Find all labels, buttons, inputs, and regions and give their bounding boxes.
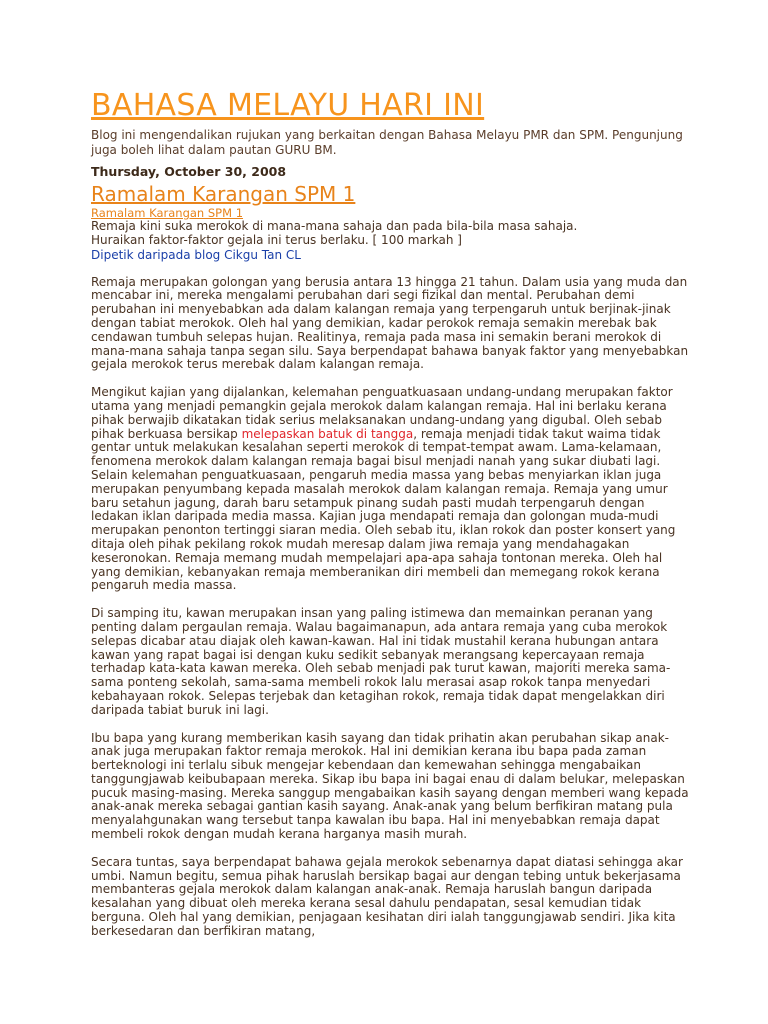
paragraph-gap — [91, 593, 691, 607]
paragraph-gap — [91, 372, 691, 386]
paragraph-gap — [91, 718, 691, 732]
blog-description: Blog ini mengendalikan rujukan yang berkaitan dengan Bahasa Melayu PMR dan SPM. Pengunjung juga boleh lihat dalam pautan GURU BM. — [91, 128, 683, 157]
paragraph-conclusion: Secara tuntas, saya berpendapat bahawa gejala merokok sebenarnya dapat diatasi sehingga akar umbi. Namun begitu, semua pihak haruslah bersikap bagai aur dengan tebing untuk bekerjasama membanteras gejala merokok dalam kalangan anak-anak. Remaja haruslah bangun daripada kesalahan yang dibuat oleh mereka kerana sesal dahulu pendapatan, sesal kemudian tidak berguna. Oleh hal yang demikian, penjagaan kesihatan diri ialah tanggungjawab sendiri. Jika kita berkesedaran dan berfikiran matang, — [91, 854, 683, 938]
paragraph-enforcement-text-b: , remaja menjadi tidak takut waima tidak gentar untuk melakukan kesalahan seperti merokok di tempat-tempat awam. Lama-kelamaan, fenomena merokok dalam kalangan remaja bagai bisul menjadi nanah yang sukar diubati lagi. — [91, 426, 662, 469]
blog-title-link[interactable]: BAHASA MELAYU HARI INI — [91, 88, 485, 123]
paragraph-media: Selain kelemahan penguatkuasaan, pengaruh media massa yang bebas menyiarkan iklan juga merupakan penyumbang kepada masalah merokok dalam kalangan remaja. Remaja yang umur baru setahun jagung, darah baru setampuk pinang sudah pasti mudah terpengaruh dengan ledakan iklan daripada media massa. Kajian juga mendapati remaja dan golongan muda-mudi merupakan penonton tertinggi siaran media. Oleh sebab itu, iklan rokok dan poster konsert yang ditaja oleh pihak pekilang rokok mudah meresap dalam jiwa remaja yang mendahagakan keseronokan. Remaja memang mudah mempelajari apa-apa sahaja tontonan mereka. Oleh hal yang demikian, kebanyakan remaja memberanikan diri membeli dan memegang rokok kerana pengaruh media massa. — [91, 467, 676, 593]
paragraph-enforcement — [91, 386, 691, 469]
paragraph-enforcement-text-a: Mengikut kajian yang dijalankan, kelemahan penguatkuasaan undang-undang merupakan faktor utama yang menjadi pemangkin gejala merokok dalam kalangan remaja. Hal ini berlaku kerana pihak berwajib dikatakan tidak serius melaksanakan undang-undang yang digubal. Oleh sebab pihak berkuasa bersikap — [91, 385, 673, 441]
paragraph-parents: Ibu bapa yang kurang memberikan kasih sayang dan tidak prihatin akan perubahan sikap anak-anak juga merupakan faktor remaja merokok. Hal ini demikian kerana ibu bapa pada zaman berteknologi ini terlalu sibuk mengejar kebendaan dan kemewahan sehingga mengabaikan tanggungjawab keibubapaan mereka. Sikap ibu bapa ini bagai enau di dalam belukar, melepaskan pucuk masing-masing. Mereka sanggup mengabaikan kasih sayang dengan memberi wang kepada anak-anak mereka sebagai gantian kasih sayang. Anak-anak yang belum berfikiran matang pula menyalahgunakan wang tersebut tanpa kawalan ibu bapa. Hal ini menyebabkan remaja dapat membeli rokok dengan mudah kerana harganya masih murah. — [91, 730, 689, 842]
paragraph-friends: Di samping itu, kawan merupakan insan yang paling istimewa dan memainkan peranan yang penting dalam pergaulan remaja. Walau bagaimanapun, ada antara remaja yang cuba merokok selepas dicabar atau diajak oleh kawan-kawan. Hal ini tidak mustahil kerana hubungan antara kawan yang rapat bagai isi dengan kuku sedikit sebanyak merangsang kepercayaan remaja terhadap kata-kata kawan mereka. Oleh sebab menjadi pak turut kawan, majoriti mereka sama-sama ponteng sekolah, sama-sama membeli rokok lalu merasai asap rokok tanpa menyedari kebahayaan rokok. Selepas terjebak dan ketagihan rokok, remaja tidak dapat mengelakkan diri daripada tabiat buruk ini lagi. — [91, 606, 671, 717]
post-date: Thursday, October 30, 2008 — [91, 164, 287, 179]
post-title-link[interactable]: Ramalam Karangan SPM 1 — [91, 182, 356, 206]
paragraph-gap — [91, 842, 691, 856]
essay-question-line2: Huraikan faktor-faktor gejala ini terus berlaku. [ 100 markah ] — [91, 232, 462, 247]
paragraph-intro: Remaja merupakan golongan yang berusia antara 13 hingga 21 tahun. Dalam usia yang muda dan mencabar ini, mereka mengalami perubahan dari segi fizikal dan mental. Perubahan demi perubahan ini menyebabkan ada dalam kalangan remaja yang terpengaruh untuk berjinak-jinak dengan tabiat merokok. Oleh hal yang demikian, kadar perokok remaja semakin merebak bak cendawan tumbuh selepas hujan. Realitinya, remaja pada masa ini semakin berani merokok di mana-mana sahaja tanpa segan silu. Saya berpendapat bahawa banyak faktor yang menyebabkan gejala merokok terus merebak dalam kalangan remaja. — [91, 274, 689, 372]
paragraph-gap — [91, 262, 691, 276]
source-credit: Dipetik daripada blog Cikgu Tan CL — [91, 247, 301, 262]
idiom-highlight: melepaskan batuk di tangga — [241, 426, 414, 441]
post-inline-link[interactable]: Ramalam Karangan SPM 1 — [91, 206, 244, 220]
blog-page — [91, 88, 691, 939]
essay-question-line1: Remaja kini suka merokok di mana-mana sahaja dan pada bila-bila masa sahaja. — [91, 219, 578, 233]
